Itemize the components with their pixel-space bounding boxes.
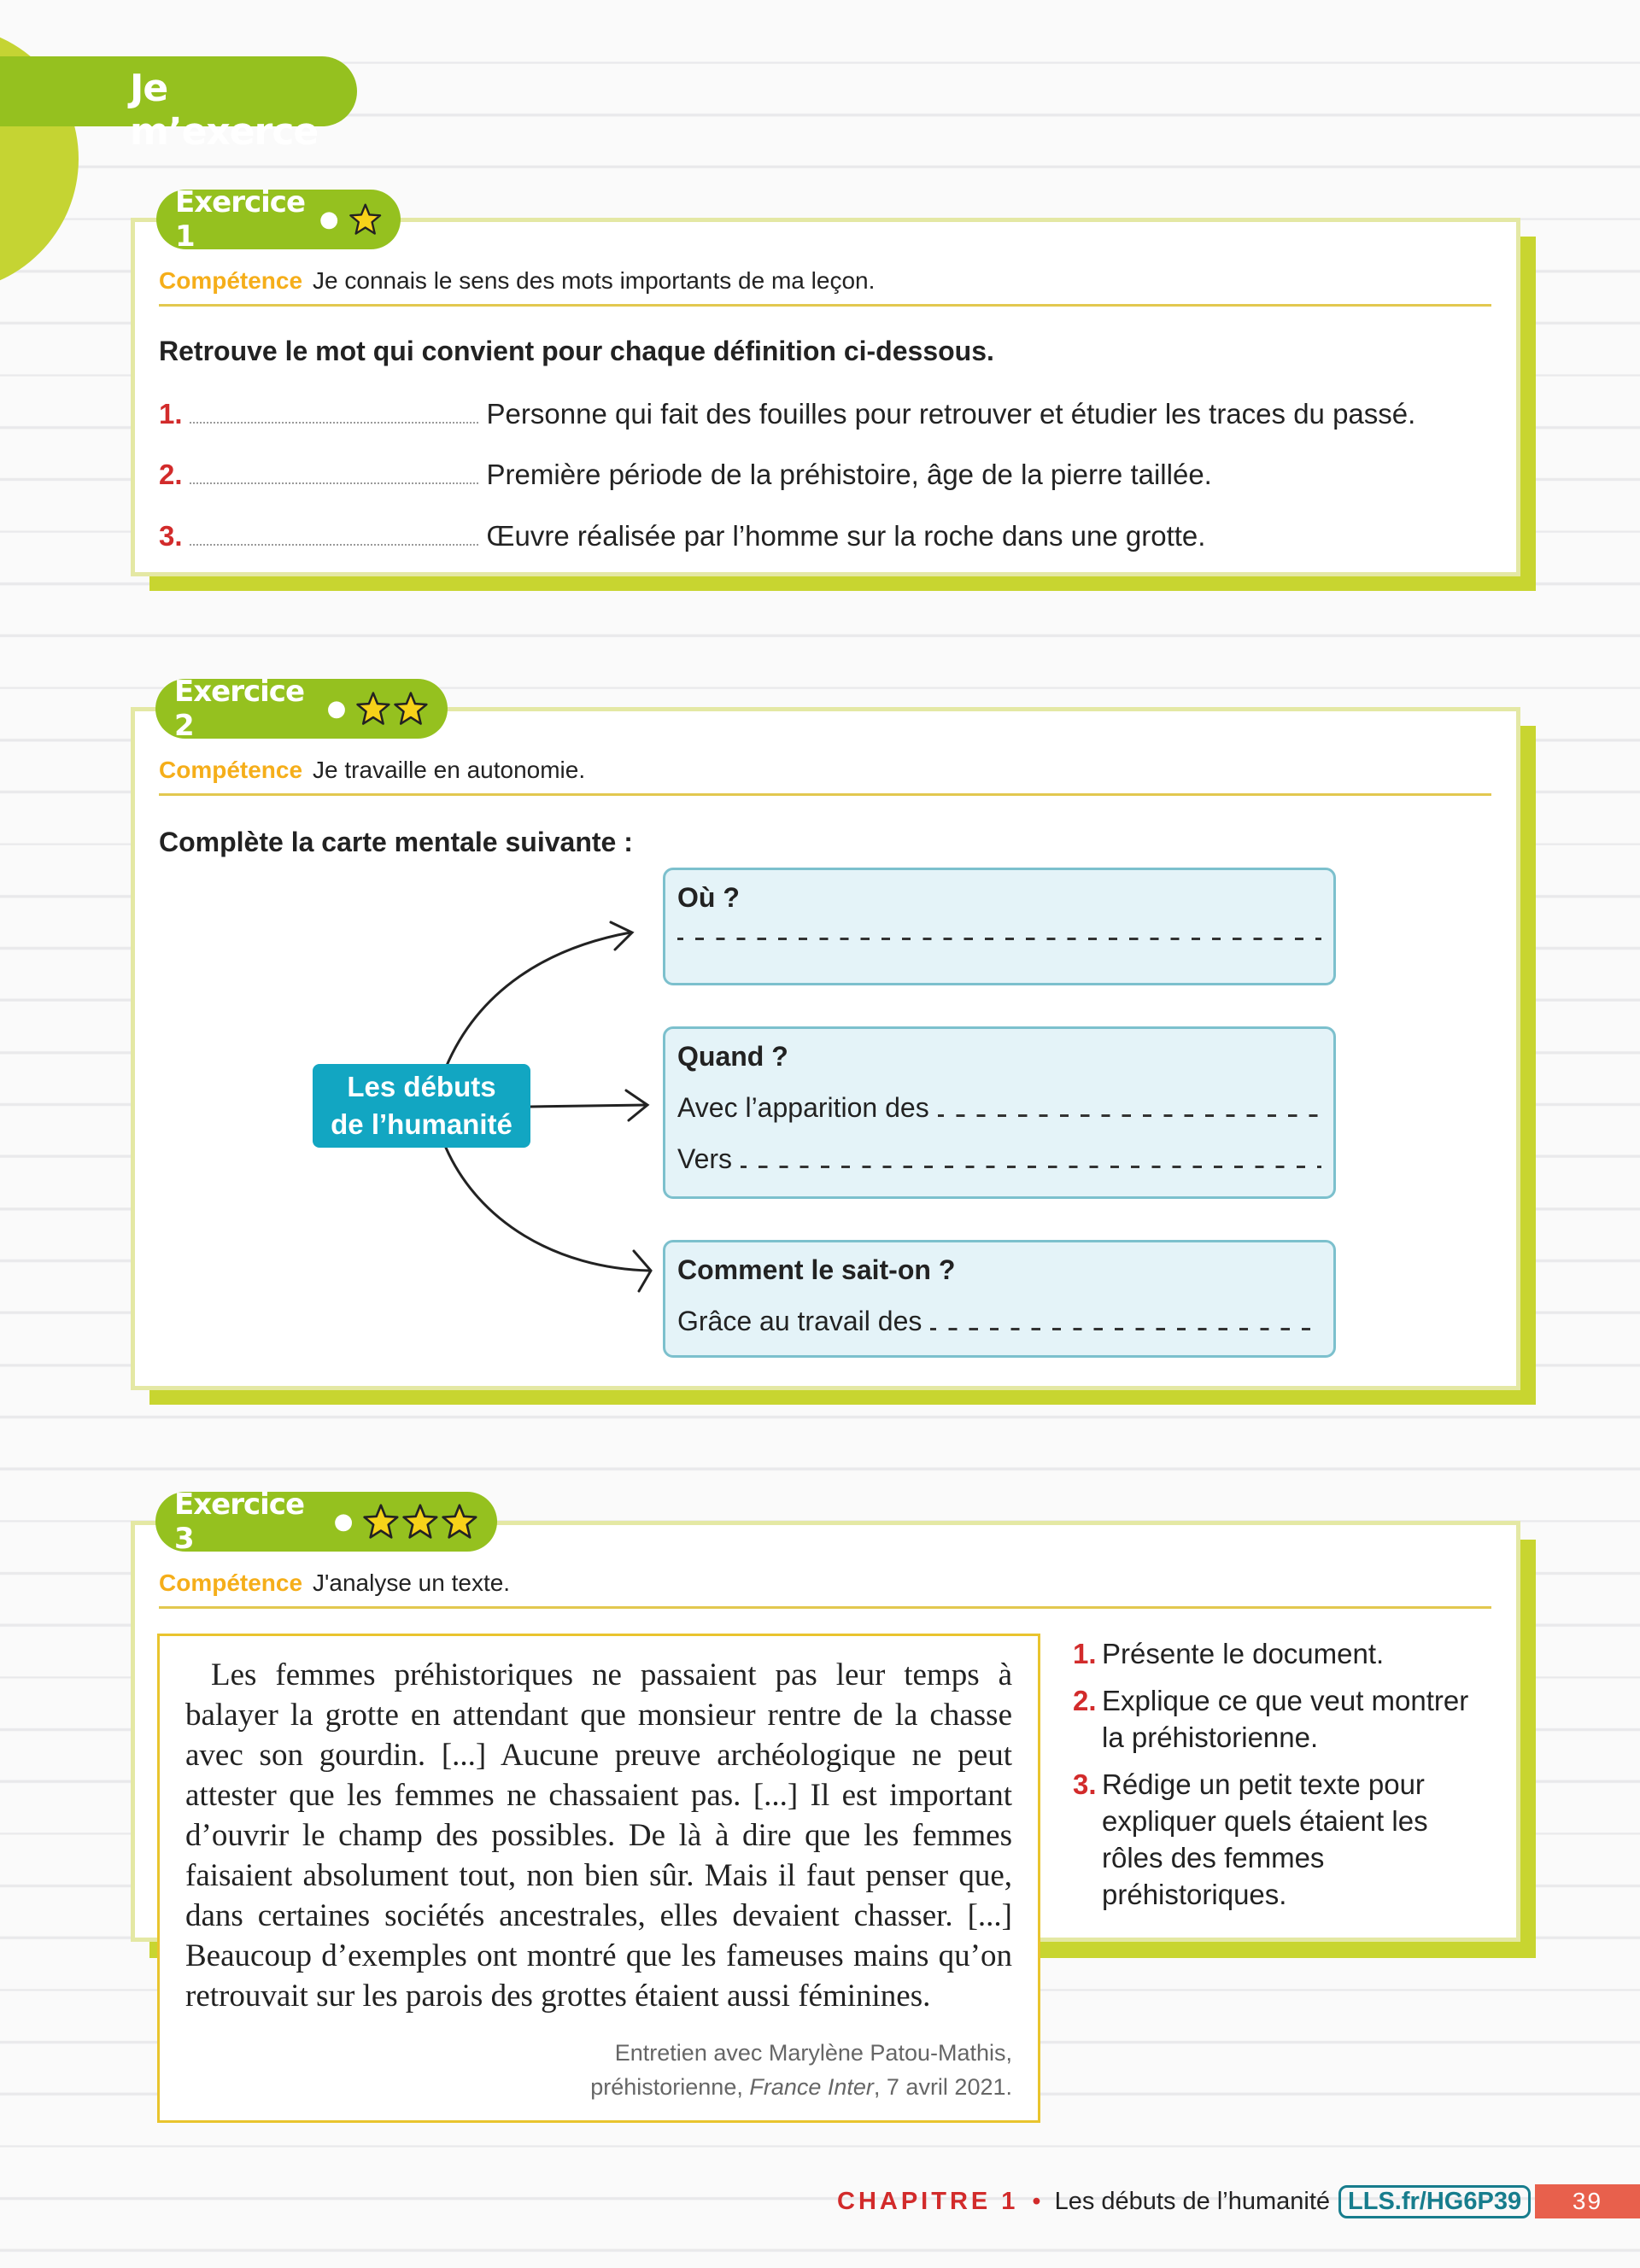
mindmap-box-how: Comment le sait-on ? Grâce au travail des: [663, 1240, 1336, 1358]
exercise2-label: Exercice 2: [174, 675, 305, 743]
exercise1-competence: Compétence Je connais le sens des mots importants de ma leçon.: [159, 267, 876, 294]
section-title: Je m’exerce: [130, 67, 319, 154]
exercise3-header: [155, 1488, 497, 1556]
definition-item-2: 2. Première période de la préhistoire, âge de la pierre taillée.: [159, 459, 1212, 490]
bullet-dot: ●: [333, 1509, 353, 1534]
page-number: 39: [1535, 2184, 1640, 2218]
answer-blank-when-2[interactable]: Vers: [677, 1143, 1321, 1175]
answer-blank-when-1[interactable]: Avec l’apparition des: [677, 1092, 1321, 1124]
mindmap-box-where: Où ?: [663, 868, 1336, 985]
exercise2-header: [155, 675, 448, 743]
exercise3-competence: Compétence J'analyse un texte.: [159, 1569, 511, 1596]
chapter-title: Les débuts de l’humanité: [1054, 2187, 1331, 2215]
source-document: [157, 1634, 1040, 2123]
mindmap-box-when: Quand ? Avec l’apparition des Vers: [663, 1026, 1336, 1199]
resource-link[interactable]: LLS.fr/HG6P39: [1338, 2185, 1531, 2218]
star-icon: [355, 689, 391, 728]
chapter-number: CHAPITRE 1: [837, 2187, 1019, 2215]
star-icon: [348, 200, 382, 239]
page-footer: [837, 2183, 1531, 2220]
question-item-2: 2. Explique ce que veut montrer la préhistorienne.: [1073, 1685, 1469, 1753]
exercise1-label: Exercice 1: [175, 185, 306, 254]
competence-divider: [159, 1606, 1491, 1609]
definition-item-1: 1. Personne qui fait des fouilles pour retrouver et étudier les traces du passé.: [159, 398, 1416, 430]
arrow-to-where: [446, 932, 630, 1067]
exercise3-label: Exercice 3: [174, 1488, 305, 1556]
answer-blank-where[interactable]: [677, 937, 1321, 940]
mindmap-center-node: Les débuts de l’humanité: [313, 1064, 530, 1148]
bullet-dot: ●: [319, 207, 338, 232]
definition-item-3: 3. Œuvre réalisée par l’homme sur la roche dans une grotte.: [159, 520, 1206, 552]
question-item-1: 1. Présente le document.: [1073, 1638, 1385, 1669]
exercise2-instruction: Complète la carte mentale suivante :: [159, 827, 633, 857]
quote-text: Les femmes préhistoriques ne passaient pas leur temps à balayer la grotte en attendant que monsieur rentre de la chasse avec son gourdin. [...] Aucune preuve archéologique ne peut attester que les femmes ne chassaient pas. [...] Il est important d’ouvrir le champ des possibles. De là à dire que les femmes faisaient absolument tout, non bien sûr. Mais il faut penser que, dans certaines sociétés ancestrales, elles devaient chasser. [...] Beaucoup d’exemples ont montré que les fameuses mains qu’on retrouvait sur les parois des grottes étaient aussi féminines.: [185, 1657, 1012, 2014]
exercise1-header: [156, 185, 401, 254]
answer-blank-how[interactable]: Grâce au travail des: [677, 1306, 1321, 1337]
section-banner: [0, 56, 357, 154]
quote-source: Entretien avec Marylène Patou-Mathis, préhistorienne, France Inter, 7 avril 2021.: [590, 2040, 1012, 2100]
star-icon: [401, 1502, 439, 1541]
exercise2-competence: Compétence Je travaille en autonomie.: [159, 757, 586, 783]
star-icon: [362, 1502, 400, 1541]
question-item-3: 3. Rédige un petit texte pour expliquer quels étaient les rôles des femmes préhistoriques.: [1073, 1768, 1428, 1910]
star-icon: [393, 689, 429, 728]
footer-separator: •: [1032, 2187, 1041, 2215]
star-icon: [441, 1502, 478, 1541]
questions-list: [1073, 1635, 1483, 1923]
bullet-dot: ●: [326, 696, 346, 722]
exercise1-instruction: Retrouve le mot qui convient pour chaque définition ci-dessous.: [159, 336, 994, 366]
